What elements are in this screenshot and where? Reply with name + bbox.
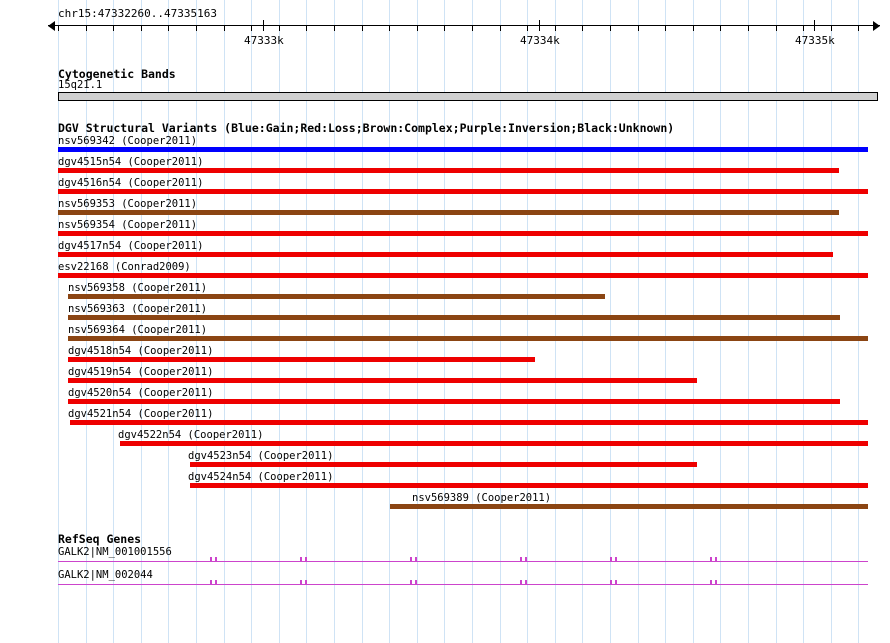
ruler-minor-tick: [748, 25, 749, 31]
ruler-minor-tick: [693, 25, 694, 31]
variant-bar[interactable]: [68, 378, 697, 383]
variant-label[interactable]: nsv569363 (Cooper2011): [68, 303, 208, 315]
gene-exon: [215, 557, 217, 562]
variant-label[interactable]: dgv4519n54 (Cooper2011): [68, 366, 214, 378]
gene-exon: [715, 580, 717, 585]
ruler-minor-tick: [527, 25, 528, 31]
variant-label[interactable]: nsv569354 (Cooper2011): [58, 219, 198, 231]
cytogenetic-bands-title: Cytogenetic Bands: [58, 67, 176, 81]
cytoband-track[interactable]: [58, 92, 878, 101]
variant-bar[interactable]: [58, 168, 839, 173]
gene-exon: [715, 557, 717, 562]
ruler-tick: [263, 20, 264, 31]
variant-label[interactable]: dgv4518n54 (Cooper2011): [68, 345, 214, 357]
gene-exon: [525, 557, 527, 562]
variant-bar[interactable]: [68, 315, 840, 320]
variant-label[interactable]: nsv569342 (Cooper2011): [58, 135, 198, 147]
variant-bar[interactable]: [58, 189, 868, 194]
gene-exon: [710, 557, 712, 562]
ruler-tick-label: 47335k: [795, 34, 835, 47]
variant-label[interactable]: nsv569389 (Cooper2011): [412, 492, 552, 504]
ruler-tick-label: 47333k: [244, 34, 284, 47]
gene-exon: [305, 557, 307, 562]
gene-exon: [525, 580, 527, 585]
variant-bar[interactable]: [390, 504, 868, 509]
variant-label[interactable]: dgv4524n54 (Cooper2011): [188, 471, 334, 483]
gene-exon: [410, 557, 412, 562]
gene-exon: [520, 580, 522, 585]
gene-exon: [410, 580, 412, 585]
ruler-right-arrow-icon: [873, 21, 880, 31]
ruler-minor-tick: [555, 25, 556, 31]
ruler-minor-tick: [58, 25, 59, 31]
gene-exon: [300, 580, 302, 585]
variant-label[interactable]: dgv4521n54 (Cooper2011): [68, 408, 214, 420]
variant-label[interactable]: nsv569364 (Cooper2011): [68, 324, 208, 336]
variant-bar[interactable]: [68, 336, 868, 341]
variant-bar[interactable]: [70, 420, 868, 425]
ruler-minor-tick: [168, 25, 169, 31]
gene-exon: [305, 580, 307, 585]
gene-intron-line: [58, 561, 868, 562]
refseq-genes-title: RefSeq Genes: [58, 532, 142, 546]
ruler-tick: [814, 20, 815, 31]
ruler-minor-tick: [610, 25, 611, 31]
ruler-minor-tick: [251, 25, 252, 31]
gene-exon: [615, 580, 617, 585]
ruler-minor-tick: [224, 25, 225, 31]
gene-exon: [615, 557, 617, 562]
variant-label[interactable]: dgv4515n54 (Cooper2011): [58, 156, 204, 168]
variant-bar[interactable]: [58, 231, 868, 236]
variant-label[interactable]: nsv569358 (Cooper2011): [68, 282, 208, 294]
dgv-section-title: DGV Structural Variants (Blue:Gain;Red:Loss;Brown:Complex;Purple:Inversion;Black:Unknown): [58, 121, 675, 135]
ruler-minor-tick: [196, 25, 197, 31]
ruler-minor-tick: [306, 25, 307, 31]
ruler-minor-tick: [638, 25, 639, 31]
variant-bar[interactable]: [68, 399, 840, 404]
variant-bar[interactable]: [190, 483, 868, 488]
gene-exon: [210, 557, 212, 562]
gene-exon: [520, 557, 522, 562]
variant-bar[interactable]: [58, 210, 839, 215]
ruler-minor-tick: [444, 25, 445, 31]
variant-bar[interactable]: [190, 462, 697, 467]
variant-bar[interactable]: [58, 273, 868, 278]
gene-label[interactable]: GALK2|NM_002044: [58, 569, 153, 581]
ruler-minor-tick: [334, 25, 335, 31]
gene-exon: [610, 557, 612, 562]
variant-label[interactable]: nsv569353 (Cooper2011): [58, 198, 198, 210]
ruler-minor-tick: [858, 25, 859, 31]
variant-label[interactable]: dgv4516n54 (Cooper2011): [58, 177, 204, 189]
variant-label[interactable]: dgv4520n54 (Cooper2011): [68, 387, 214, 399]
variant-bar[interactable]: [68, 357, 535, 362]
ruler-minor-tick: [500, 25, 501, 31]
variant-label[interactable]: dgv4523n54 (Cooper2011): [188, 450, 334, 462]
ruler-tick-label: 47334k: [520, 34, 560, 47]
gene-intron-line: [58, 584, 868, 585]
cytoband-label: 15q21.1: [58, 79, 103, 91]
variant-label[interactable]: esv22168 (Conrad2009): [58, 261, 191, 273]
ruler-minor-tick: [86, 25, 87, 31]
gene-exon: [300, 557, 302, 562]
ruler-minor-tick: [665, 25, 666, 31]
gene-exon: [610, 580, 612, 585]
variant-label[interactable]: dgv4517n54 (Cooper2011): [58, 240, 204, 252]
gene-label[interactable]: GALK2|NM_001001556: [58, 546, 172, 558]
ruler-minor-tick: [776, 25, 777, 31]
ruler-axis: [48, 25, 880, 26]
ruler-minor-tick: [472, 25, 473, 31]
ruler-minor-tick: [803, 25, 804, 31]
gene-exon: [210, 580, 212, 585]
variant-label[interactable]: dgv4522n54 (Cooper2011): [118, 429, 264, 441]
ruler-minor-tick: [113, 25, 114, 31]
coordinate-range-label: chr15:47332260..47335163: [58, 7, 217, 20]
variant-bar[interactable]: [120, 441, 868, 446]
gene-exon: [215, 580, 217, 585]
gene-exon: [710, 580, 712, 585]
gene-exon: [415, 557, 417, 562]
variant-bar[interactable]: [58, 147, 868, 152]
ruler-minor-tick: [279, 25, 280, 31]
ruler-minor-tick: [831, 25, 832, 31]
ruler-minor-tick: [582, 25, 583, 31]
ruler-tick: [539, 20, 540, 31]
gene-exon: [415, 580, 417, 585]
variant-bar[interactable]: [68, 294, 605, 299]
ruler-minor-tick: [720, 25, 721, 31]
ruler-minor-tick: [362, 25, 363, 31]
ruler-minor-tick: [141, 25, 142, 31]
ruler-minor-tick: [417, 25, 418, 31]
variant-bar[interactable]: [58, 252, 833, 257]
ruler-minor-tick: [389, 25, 390, 31]
ruler-left-arrow-icon: [48, 21, 55, 31]
